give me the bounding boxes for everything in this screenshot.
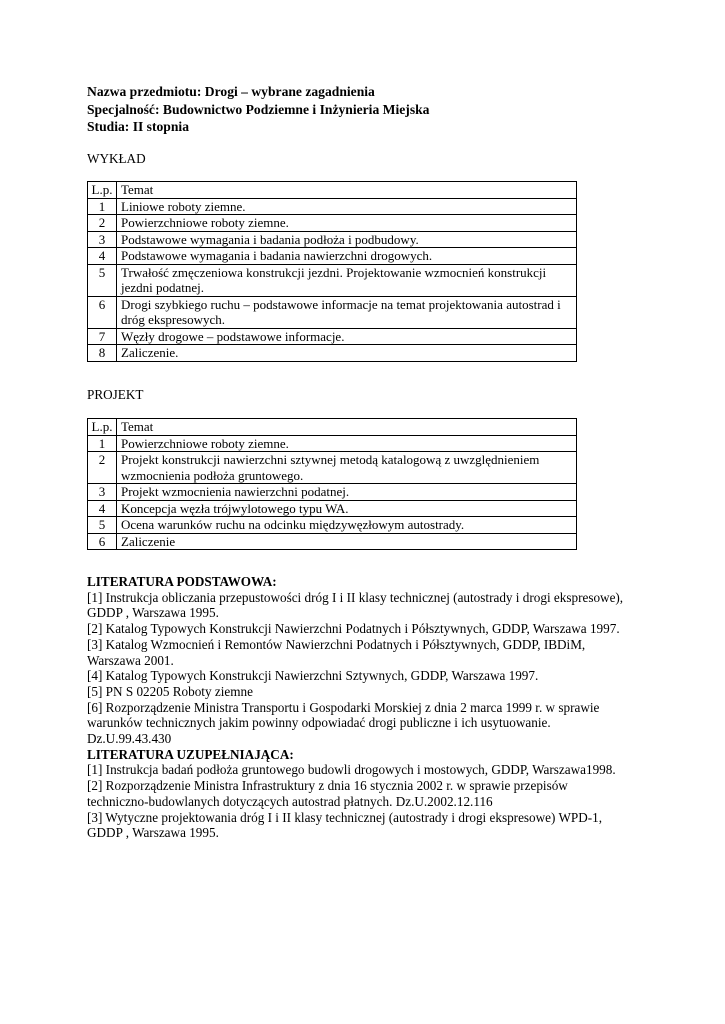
table-row bbox=[88, 328, 577, 345]
lecture-label: WYKŁAD bbox=[87, 151, 146, 166]
table-row bbox=[88, 435, 577, 452]
literature-basic-heading: LITERATURA PODSTAWOWA: bbox=[87, 574, 277, 589]
literature-item: [3] Wytyczne projektowania dróg I i II klasy technicznej (autostrady i drogi ekspresowe) WPD-1, GDDP , Warszawa 1995. bbox=[87, 809, 603, 841]
row-number: 4 bbox=[88, 248, 117, 265]
row-number: 1 bbox=[88, 198, 117, 215]
table-row bbox=[88, 296, 577, 328]
literature-item: [2] Rozporządzenie Ministra Infrastruktury z dnia 16 stycznia 2002 r. w sprawie przepisów techniczno-budowlanych dotyczących autostrad płatnych. Dz.U.2002.12.116 bbox=[87, 778, 568, 809]
course-name: Nazwa przedmiotu: Drogi – wybrane zagadnienia bbox=[87, 84, 375, 99]
table-row bbox=[88, 500, 577, 517]
column-header-topic: Temat bbox=[117, 182, 577, 199]
row-number: 5 bbox=[88, 264, 117, 296]
row-topic: Projekt wzmocnienia nawierzchni podatnej. bbox=[117, 484, 577, 501]
literature-item: [4] Katalog Typowych Konstrukcji Nawierzchni Sztywnych, GDDP, Warszawa 1997. bbox=[87, 668, 539, 684]
row-number: 3 bbox=[88, 484, 117, 501]
project-table bbox=[87, 418, 577, 550]
row-topic: Projekt konstrukcji nawierzchni sztywnej metodą katalogową z uwzględnieniem wzmocnienia podłoża gruntowego. bbox=[117, 452, 577, 484]
column-header-number: L.p. bbox=[88, 182, 117, 199]
literature-item: [1] Instrukcja badań podłoża gruntowego budowli drogowych i mostowych, GDDP, Warszawa1998. bbox=[87, 762, 616, 778]
row-number: 2 bbox=[88, 452, 117, 484]
table-row bbox=[88, 452, 577, 484]
row-number: 7 bbox=[88, 328, 117, 345]
table-row bbox=[88, 345, 577, 362]
literature-section bbox=[87, 574, 627, 841]
table-row bbox=[88, 517, 577, 534]
row-topic: Zaliczenie. bbox=[117, 345, 577, 362]
row-topic: Powierzchniowe roboty ziemne. bbox=[117, 435, 577, 452]
row-number: 4 bbox=[88, 500, 117, 517]
row-topic: Podstawowe wymagania i badania nawierzchni drogowych. bbox=[117, 248, 577, 265]
row-topic: Trwałość zmęczeniowa konstrukcji jezdni. Projektowanie wzmocnień konstrukcji jezdni podatnej. bbox=[117, 264, 577, 296]
row-topic: Ocena warunków ruchu na odcinku międzywęzłowym autostrady. bbox=[117, 517, 577, 534]
table-row bbox=[88, 248, 577, 265]
table-row bbox=[88, 231, 577, 248]
table-header-row bbox=[88, 182, 577, 199]
row-topic: Liniowe roboty ziemne. bbox=[117, 198, 577, 215]
row-topic: Powierzchniowe roboty ziemne. bbox=[117, 215, 577, 232]
literature-supplementary-heading: LITERATURA UZUPEŁNIAJĄCA: bbox=[87, 746, 294, 762]
row-topic: Podstawowe wymagania i badania podłoża i podbudowy. bbox=[117, 231, 577, 248]
project-label: PROJEKT bbox=[87, 387, 144, 402]
table-header-row bbox=[88, 419, 577, 436]
table-row bbox=[88, 215, 577, 232]
table-row bbox=[88, 264, 577, 296]
row-number: 8 bbox=[88, 345, 117, 362]
row-topic: Drogi szybkiego ruchu – podstawowe informacje na temat projektowania autostrad i dróg ekspresowych. bbox=[117, 296, 577, 328]
table-row bbox=[88, 198, 577, 215]
table-row bbox=[88, 533, 577, 550]
row-number: 1 bbox=[88, 435, 117, 452]
row-number: 6 bbox=[88, 533, 117, 550]
literature-item: [2] Katalog Typowych Konstrukcji Nawierzchni Podatnych i Półsztywnych, GDDP, Warszawa 1997. bbox=[87, 621, 620, 637]
table-row bbox=[88, 484, 577, 501]
study-level: Studia: II stopnia bbox=[87, 119, 189, 134]
row-number: 3 bbox=[88, 231, 117, 248]
row-number: 5 bbox=[88, 517, 117, 534]
column-header-number: L.p. bbox=[88, 419, 117, 436]
course-header bbox=[87, 83, 429, 136]
row-topic: Koncepcja węzła trójwylotowego typu WA. bbox=[117, 500, 577, 517]
row-topic: Zaliczenie bbox=[117, 533, 577, 550]
literature-item: [5] PN S 02205 Roboty ziemne bbox=[87, 683, 253, 699]
row-number: 6 bbox=[88, 296, 117, 328]
column-header-topic: Temat bbox=[117, 419, 577, 436]
specialization: Specjalność: Budownictwo Podziemne i Inżynieria Miejska bbox=[87, 101, 430, 117]
literature-item: [6] Rozporządzenie Ministra Transportu i Gospodarki Morskiej z dnia 2 marca 1999 r. w sprawie warunków technicznych jakim powinny odpowiadać drogi publiczne i ich usytuowanie. Dz.U.99.43.430 bbox=[87, 699, 600, 747]
row-topic: Węzły drogowe – podstawowe informacje. bbox=[117, 328, 577, 345]
lecture-table bbox=[87, 181, 577, 362]
row-number: 2 bbox=[88, 215, 117, 232]
literature-item: [3] Katalog Wzmocnień i Remontów Nawierzchni Podatnych i Półsztywnych, GDDP, IBDiM, Warszawa 2001. bbox=[87, 636, 586, 668]
literature-item: [1] Instrukcja obliczania przepustowości dróg I i II klasy technicznej (autostrady i drogi ekspresowe), GDDP , Warszawa 1995. bbox=[87, 589, 624, 621]
